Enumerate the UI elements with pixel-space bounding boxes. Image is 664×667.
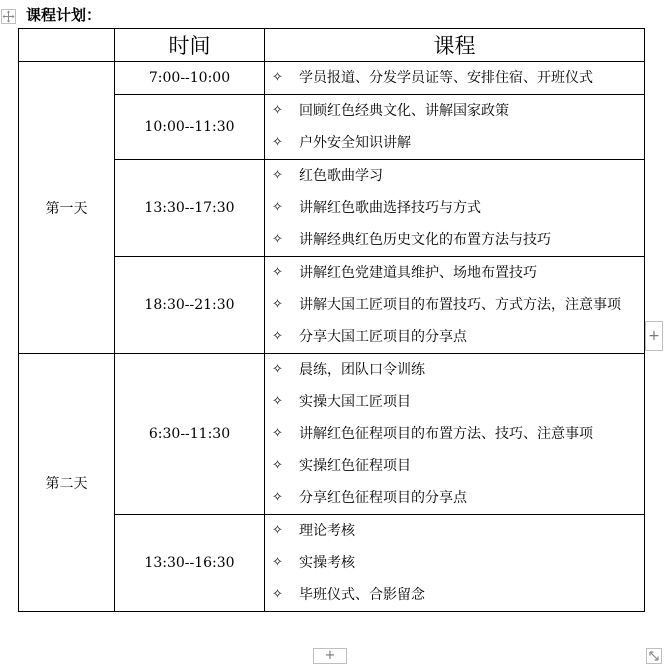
table-header-row xyxy=(19,29,645,62)
course-item: ✧ 讲解红色征程项目的布置方法、技巧、注意事项 xyxy=(265,418,644,450)
diamond-bullet-icon: ✧ xyxy=(272,265,283,280)
course-cell xyxy=(265,62,645,95)
time-slot: 13:30--16:30 xyxy=(115,515,265,612)
table-row xyxy=(19,62,645,95)
time-slot: 10:00--11:30 xyxy=(115,95,265,160)
course-item: ✧ 理论考核 xyxy=(265,515,644,547)
course-item: ✧ 分享大国工匠项目的分享点 xyxy=(265,321,644,353)
course-schedule-table xyxy=(18,28,645,612)
course-item: ✧ 讲解经典红色历史文化的布置方法与技巧 xyxy=(265,224,644,256)
course-item: ✧ 分享红色征程项目的分享点 xyxy=(265,482,644,514)
diamond-bullet-icon: ✧ xyxy=(272,394,283,409)
course-cell xyxy=(265,354,645,515)
time-slot: 18:30--21:30 xyxy=(115,257,265,354)
header-time: 时间 xyxy=(115,29,265,62)
course-item: ✧ 毕班仪式、合影留念 xyxy=(265,579,644,611)
header-course: 课程 xyxy=(265,29,645,62)
diamond-bullet-icon: ✧ xyxy=(272,232,283,247)
time-slot: 13:30--17:30 xyxy=(115,160,265,257)
time-slot: 7:00--10:00 xyxy=(115,62,265,95)
course-cell xyxy=(265,95,645,160)
table-move-icon[interactable] xyxy=(1,9,16,24)
diamond-bullet-icon: ✧ xyxy=(272,362,283,377)
diamond-bullet-icon: ✧ xyxy=(272,135,283,150)
course-item: ✧ 实操红色征程项目 xyxy=(265,450,644,482)
diamond-bullet-icon: ✧ xyxy=(272,329,283,344)
course-item: ✧ 讲解红色歌曲选择技巧与方式 xyxy=(265,192,644,224)
day-label: 第二天 xyxy=(19,354,115,612)
course-item: ✧ 实操考核 xyxy=(265,547,644,579)
course-item: ✧ 实操大国工匠项目 xyxy=(265,386,644,418)
diamond-bullet-icon: ✧ xyxy=(272,523,283,538)
course-item: ✧ 红色歌曲学习 xyxy=(265,160,644,192)
diamond-bullet-icon: ✧ xyxy=(272,103,283,118)
day-label: 第一天 xyxy=(19,62,115,354)
diamond-bullet-icon: ✧ xyxy=(272,555,283,570)
add-row-button[interactable]: + xyxy=(313,648,347,664)
diamond-bullet-icon: ✧ xyxy=(272,297,283,312)
document-title: 课程计划： xyxy=(26,6,102,24)
diamond-bullet-icon: ✧ xyxy=(272,70,283,85)
table-resize-icon[interactable] xyxy=(646,648,662,664)
diamond-bullet-icon: ✧ xyxy=(272,490,283,505)
header-empty-cell xyxy=(19,29,115,62)
diamond-bullet-icon: ✧ xyxy=(272,426,283,441)
add-column-button[interactable]: + xyxy=(645,321,663,351)
table-row xyxy=(19,354,645,515)
course-item: ✧ 讲解大国工匠项目的布置技巧、方式方法，注意事项 xyxy=(265,289,644,321)
course-item: ✧ 户外安全知识讲解 xyxy=(265,127,644,159)
course-cell xyxy=(265,257,645,354)
diamond-bullet-icon: ✧ xyxy=(272,168,283,183)
course-item: ✧ 讲解红色党建道具维护、场地布置技巧 xyxy=(265,257,644,289)
course-cell xyxy=(265,160,645,257)
diamond-bullet-icon: ✧ xyxy=(272,458,283,473)
diamond-bullet-icon: ✧ xyxy=(272,200,283,215)
time-slot: 6:30--11:30 xyxy=(115,354,265,515)
diamond-bullet-icon: ✧ xyxy=(272,587,283,602)
course-item: ✧ 学员报道、分发学员证等、安排住宿、开班仪式 xyxy=(265,62,644,94)
course-item: ✧ 晨练，团队口令训练 xyxy=(265,354,644,386)
course-cell xyxy=(265,515,645,612)
course-item: ✧ 回顾红色经典文化、讲解国家政策 xyxy=(265,95,644,127)
